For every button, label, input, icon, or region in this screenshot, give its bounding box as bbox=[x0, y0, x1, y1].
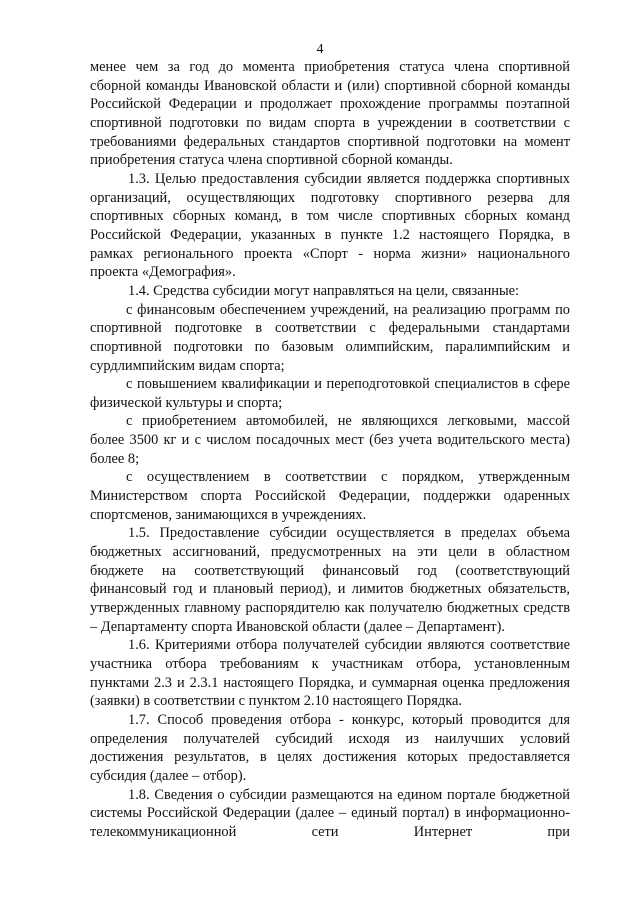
list-item-athletes: с осуществлением в соответствии с порядком, утвержденным Министерством спорта Российской Федерации, поддержки одаренных спортсменов, занимающихся в учреждениях. bbox=[90, 469, 570, 523]
paragraph-continuation: менее чем за год до момента приобретения статуса члена спортивной сборной команды Ивановской области и (или) спортивной сборной команды Российской Федерации и продолжает прохождение программы поэтапной спортивной подготовки по видам спорта в учреждении в соответствии с требованиями федеральных стандартов спортивной подготовки на момент приобретения статуса члена спортивной сборной команды. bbox=[90, 59, 570, 169]
document-body bbox=[90, 58, 570, 842]
paragraph-1-6: 1.6. Критериями отбора получателей субсидии являются соответствие участника отбора требованиям к участникам отбора, установленным пунктами 2.3 и 2.3.1 настоящего Порядка, и суммарная оценка предложения (заявки) в соответствии с пунктом 2.10 настоящего Порядка. bbox=[90, 637, 570, 710]
list-item-qualification: с повышением квалификации и переподготовкой специалистов в сфере физической культуры и спорта; bbox=[90, 376, 570, 411]
paragraph-1-4: 1.4. Средства субсидии могут направляться на цели, связанные: bbox=[128, 282, 520, 299]
paragraph-1-3: 1.3. Целью предоставления субсидии является поддержка спортивных организаций, осуществляющих подготовку спортивного резерва для спортивных сборных команд, в том числе спортивных сборных команд Российской Федерации, указанных в пункте 1.2 настоящего Порядка, в рамках регионального проекта «Спорт - норма жизни» национального проекта «Демография». bbox=[90, 170, 570, 281]
paragraph-1-5: 1.5. Предоставление субсидии осуществляется в пределах объема бюджетных ассигнований, предусмотренных на эти цели в областном бюджете на соответствующий финансовый год (соответствующий финансовый год и плановый период), и лимитов бюджетных обязательств, утвержденных главному распорядителю как получателю бюджетных средств – Департаменту спорта Ивановской области (далее – Департамент). bbox=[90, 525, 570, 635]
paragraph-1-8: 1.8. Сведения о субсидии размещаются на едином портале бюджетной системы Российской Федерации (далее – единый портал) в информационно-телекоммуникационной сети Интернет при bbox=[90, 786, 570, 840]
paragraph-1-7: 1.7. Способ проведения отбора - конкурс, который проводится для определения получателей субсидий исходя из наилучших условий достижения результатов, в целях достижения которых предоставляется субсидия (далее – отбор). bbox=[90, 711, 570, 784]
page-number: 4 bbox=[316, 42, 324, 57]
list-item-financing: с финансовым обеспечением учреждений, на реализацию программ по спортивной подготовке в соответствии с федеральными стандартами спортивной подготовки по базовым олимпийским, паралимпийским и сурдлимпийским видам спорта; bbox=[90, 301, 570, 374]
list-item-vehicles: с приобретением автомобилей, не являющихся легковыми, массой более 3500 кг и с числом посадочных мест (без учета водительского места) более 8; bbox=[90, 413, 570, 467]
